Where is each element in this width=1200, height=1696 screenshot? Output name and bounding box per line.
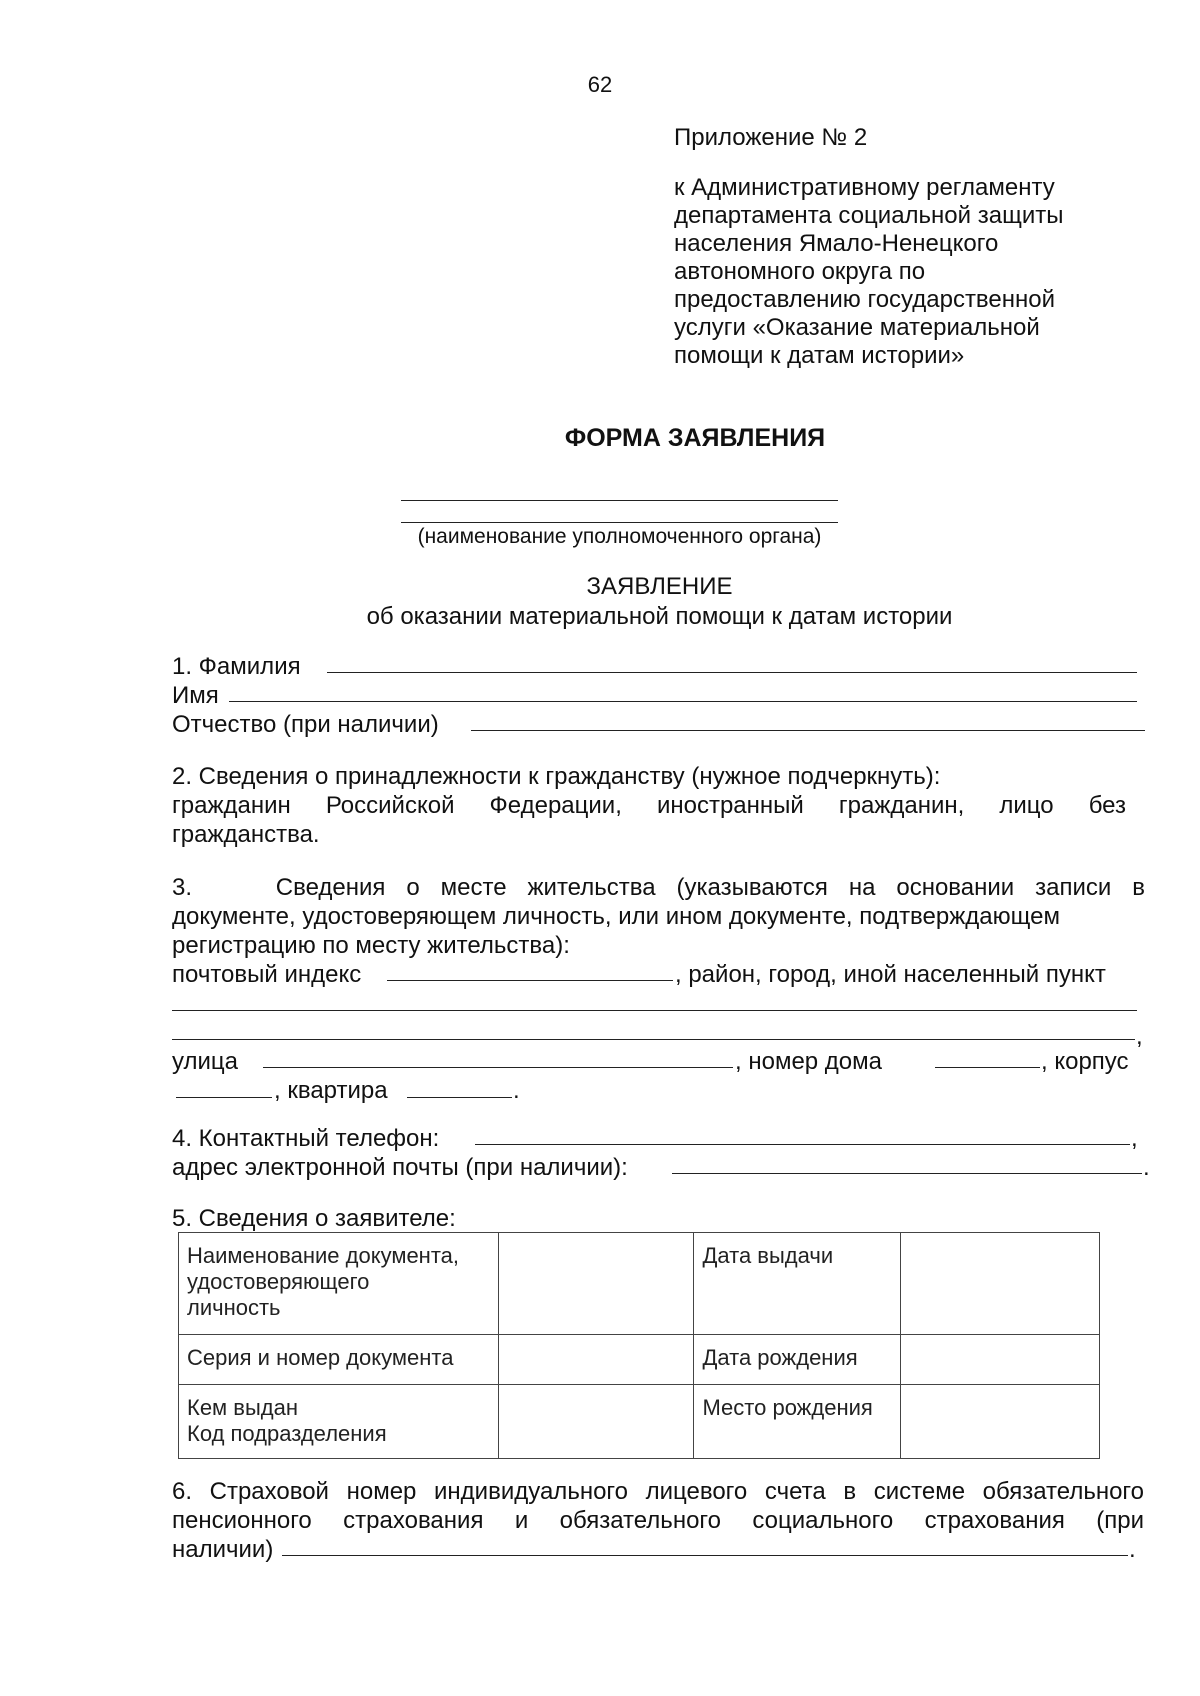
cell-text: Код подразделения xyxy=(187,1421,387,1446)
patronymic-field[interactable] xyxy=(471,730,1145,731)
cell-text: Кем выдан xyxy=(187,1395,299,1420)
issued-by-value[interactable] xyxy=(498,1385,694,1459)
applicant-heading: 5. Сведения о заявителе: xyxy=(172,1205,456,1232)
locality-label: , район, город, иной населенный пункт xyxy=(675,961,1106,988)
residence-heading: 3. Сведения о месте жительства (указываются на основании записи в xyxy=(172,874,1145,901)
issue-date-label xyxy=(694,1233,901,1335)
street-label: улица xyxy=(172,1048,238,1075)
citizenship-options-end: гражданства. xyxy=(172,821,320,848)
name-field[interactable] xyxy=(229,701,1137,702)
org-caption: (наименование уполномоченного органа) xyxy=(417,525,822,548)
cell-text: Наименование документа, xyxy=(187,1243,460,1268)
snils-period: . xyxy=(1129,1536,1136,1563)
cell-text: Дата выдачи xyxy=(702,1243,834,1268)
phone-comma: , xyxy=(1131,1125,1138,1152)
doc-name-label xyxy=(179,1233,499,1335)
surname-field[interactable] xyxy=(327,672,1137,673)
appendix-line: автономного округа по xyxy=(674,258,926,285)
citizenship-heading: 2. Сведения о принадлежности к гражданству (нужное подчеркнуть): xyxy=(172,763,941,790)
apartment-label: , квартира xyxy=(274,1077,388,1104)
table-row xyxy=(179,1335,1100,1385)
appendix-line: департамента социальной защиты xyxy=(674,202,1064,229)
birth-place-value[interactable] xyxy=(901,1385,1100,1459)
birth-date-value[interactable] xyxy=(901,1335,1100,1385)
appendix-line: помощи к датам истории» xyxy=(674,342,965,369)
cell-text: Серия и номер документа xyxy=(187,1345,454,1370)
locality-field-line1[interactable] xyxy=(172,1010,1137,1011)
locality-comma: , xyxy=(1136,1023,1143,1050)
postal-code-label: почтовый индекс xyxy=(172,961,362,988)
doc-name-value[interactable] xyxy=(498,1233,694,1335)
email-period: . xyxy=(1143,1154,1150,1181)
phone-field[interactable] xyxy=(475,1144,1130,1145)
residence-text-line3: регистрацию по месту жительства): xyxy=(172,932,570,959)
phone-label: 4. Контактный телефон: xyxy=(172,1125,440,1152)
email-label: адрес электронной почты (при наличии): xyxy=(172,1154,628,1181)
house-field[interactable] xyxy=(935,1067,1040,1068)
house-label: , номер дома xyxy=(735,1048,882,1075)
snils-label: наличии) xyxy=(172,1536,274,1563)
issue-date-value[interactable] xyxy=(901,1233,1100,1335)
name-label: Имя xyxy=(172,682,219,709)
citizenship-options[interactable]: гражданин Российской Федерации, иностранный гражданин, лицо без xyxy=(172,792,1126,819)
cell-text: Место рождения xyxy=(702,1395,873,1420)
appendix-block xyxy=(674,124,1114,370)
appendix-line: к Административному регламенту xyxy=(674,174,1055,201)
appendix-line: услуги «Оказание материальной xyxy=(674,314,1040,341)
apartment-period: . xyxy=(513,1077,520,1104)
birth-date-label xyxy=(694,1335,901,1385)
issued-by-label xyxy=(179,1385,499,1459)
cell-text: Дата рождения xyxy=(702,1345,858,1370)
statement-subtitle: об оказании материальной помощи к датам истории xyxy=(366,603,953,630)
org-name-underline xyxy=(401,522,838,523)
doc-number-label xyxy=(179,1335,499,1385)
patronymic-label: Отчество (при наличии) xyxy=(172,711,439,738)
building-field[interactable] xyxy=(176,1097,272,1098)
snils-field[interactable] xyxy=(282,1555,1128,1556)
appendix-title: Приложение № 2 xyxy=(674,124,868,151)
snils-text-line1: 6. Страховой номер индивидуального лицевого счета в системе обязательного xyxy=(172,1478,1144,1505)
building-label: , корпус xyxy=(1041,1048,1129,1075)
org-name-line[interactable] xyxy=(401,500,838,501)
doc-number-value[interactable] xyxy=(498,1335,694,1385)
table-row xyxy=(179,1233,1100,1335)
residence-text-line2: документе, удостоверяющем личность, или ином документе, подтверждающем xyxy=(172,903,1060,930)
statement-heading xyxy=(172,572,1147,632)
table-row xyxy=(179,1385,1100,1459)
street-field[interactable] xyxy=(263,1067,733,1068)
appendix-line: предоставлению государственной xyxy=(674,286,1056,313)
applicant-table xyxy=(178,1232,1100,1459)
cell-text: личность xyxy=(187,1295,281,1320)
page-number: 62 xyxy=(587,72,613,97)
appendix-body xyxy=(674,174,1114,370)
cell-text: удостоверяющего xyxy=(187,1269,370,1294)
appendix-line: населения Ямало-Ненецкого xyxy=(674,230,999,257)
statement-title: ЗАЯВЛЕНИЕ xyxy=(586,573,733,600)
form-title: ФОРМА ЗАЯВЛЕНИЯ xyxy=(564,424,826,452)
locality-field-line2[interactable] xyxy=(172,1039,1135,1040)
snils-text-line2: пенсионного страхования и обязательного социального страхования (при xyxy=(172,1507,1144,1534)
email-field[interactable] xyxy=(672,1173,1142,1174)
postal-code-field[interactable] xyxy=(387,980,673,981)
apartment-field[interactable] xyxy=(407,1097,512,1098)
surname-label: 1. Фамилия xyxy=(172,653,301,680)
birth-place-label xyxy=(694,1385,901,1459)
